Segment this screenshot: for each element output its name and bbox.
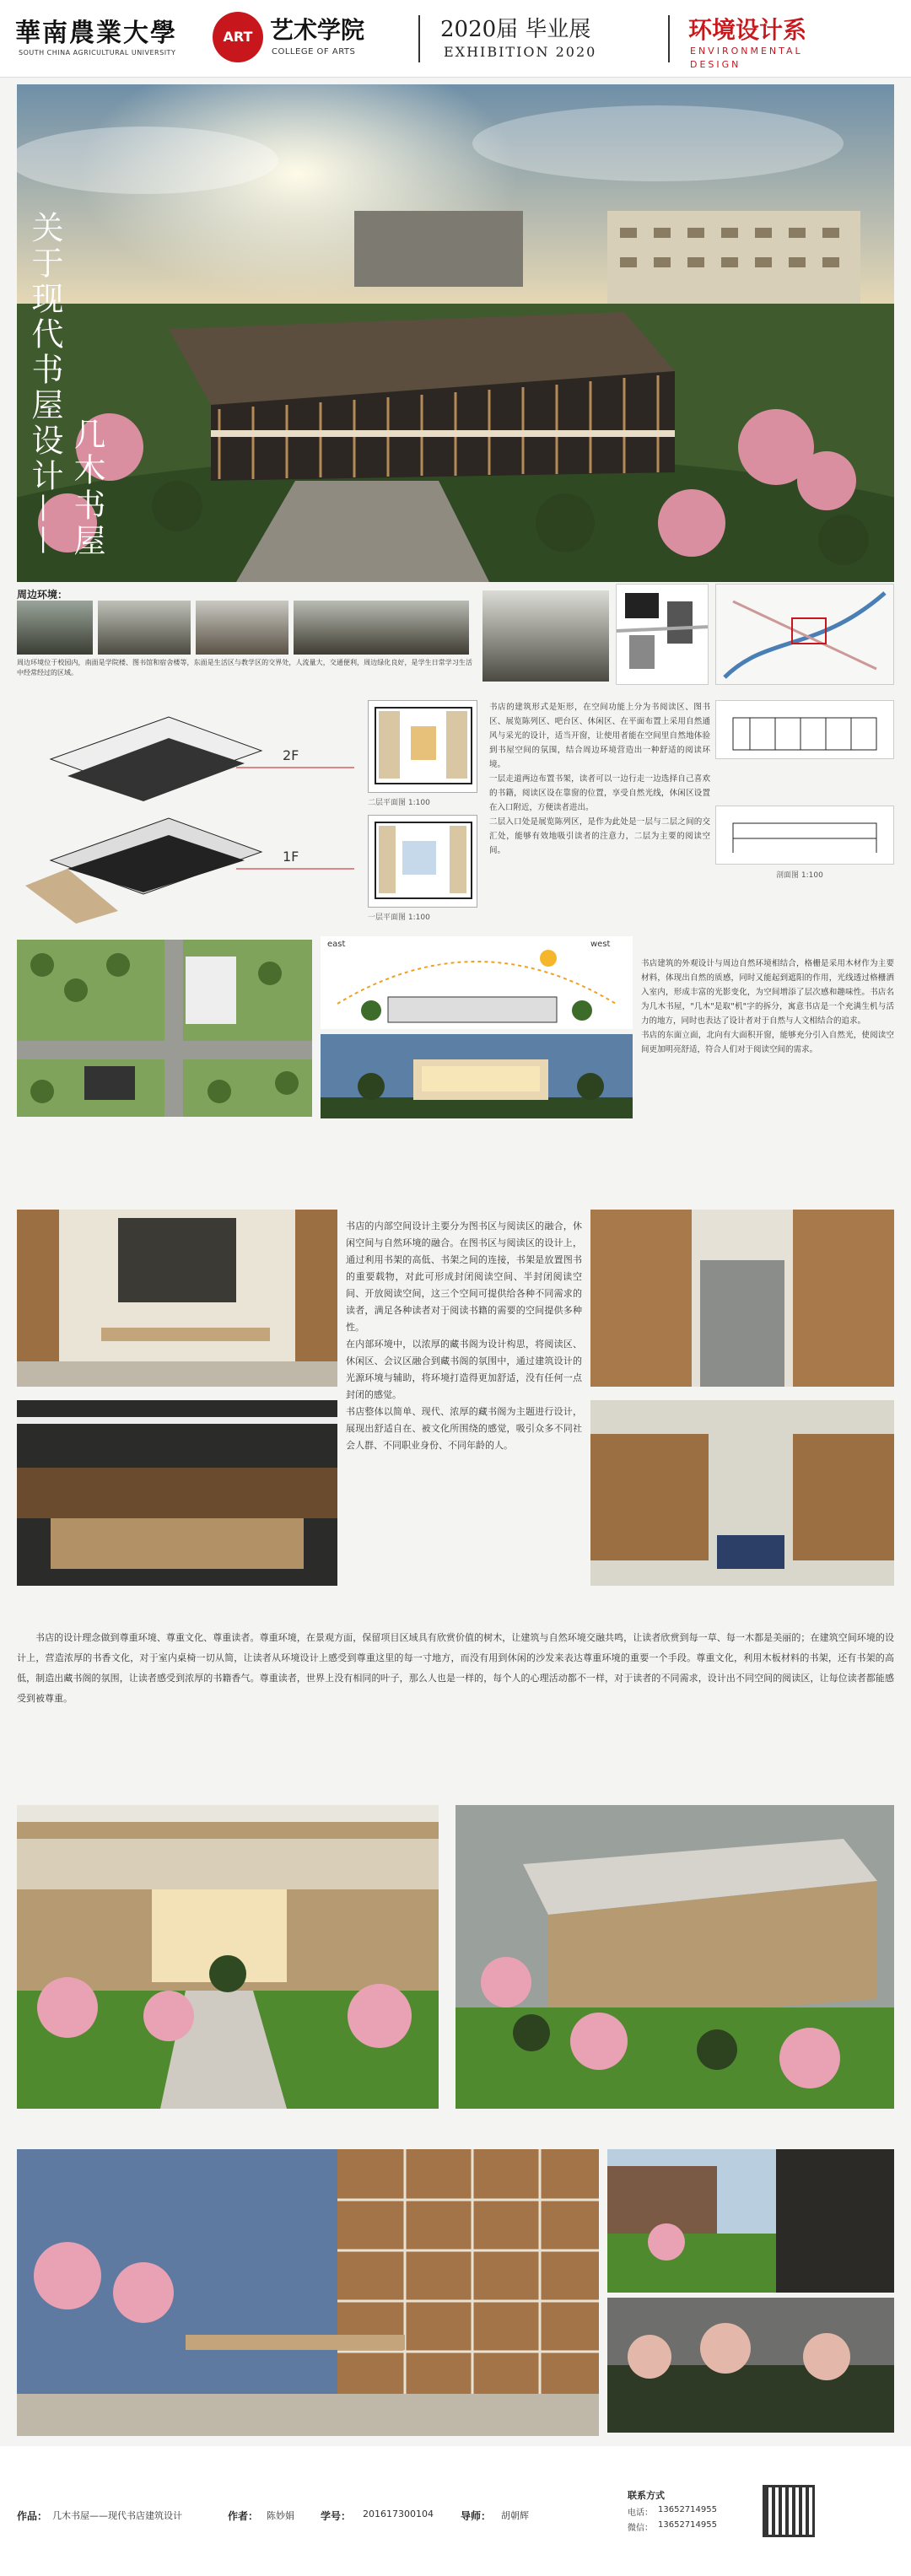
plan-1f-caption: 一层平面图 1:100 — [368, 913, 430, 922]
site-photo — [196, 601, 288, 655]
site-photo — [294, 601, 469, 655]
hero-render — [17, 84, 894, 582]
hero-image — [17, 84, 894, 582]
advisor-name: 胡朝辉 — [501, 2510, 529, 2521]
student-id-label: 学号： — [321, 2510, 352, 2522]
function-text: 书店的建筑形式是矩形，在空间功能上分为书阅读区、图书区、展览陈列区、吧台区、休闲区、在平面布置上采用自然通风与采光的设计，适当开窗，让使用者能在空间里自然地体验到书屋空间的氛围，结合周边环境营造出一种舒适的阅读环境。 一层走道两边布置书架，读者可以一边行走一边选择自己喜欢的书籍，阅读区设在靠窗的位置，享受自然光线，休闲区设置在入口附近，方便读者进出。 二层入口处是展览陈列区，是作为此处是一层与二层之间的交汇处，能够有效地吸引读者的注意力，二层为主要的阅读空间。 — [489, 703, 710, 855]
site-plan-map — [616, 584, 709, 685]
footer — [0, 2446, 911, 2576]
dept-title-en: ENVIRONMENTAL — [690, 46, 803, 57]
hero-title-dash: —— — [28, 493, 62, 558]
university-logo-en: SOUTH CHINA AGRICULTURAL UNIVERSITY — [19, 49, 176, 57]
author-name: 陈妙娟 — [267, 2510, 294, 2521]
exhibit-title-en: EXHIBITION 2020 — [444, 44, 597, 60]
library-hall-render — [17, 1400, 337, 1586]
site-photo — [17, 601, 93, 655]
work-title: 几木书屋——现代书店建筑设计 — [52, 2510, 182, 2521]
student-id: 201617300104 — [363, 2509, 434, 2519]
model-photo-front — [17, 1805, 439, 2109]
model-photo-corner — [456, 1805, 894, 2109]
university-logo-cn: 華南農業大學 — [15, 19, 177, 48]
hero-title: 关于现代书屋设计 — [26, 211, 63, 494]
site-tree-photo — [482, 590, 609, 682]
bookshelf-corridor-render — [590, 1210, 894, 1387]
college-logo-en: COLLEGE OF ARTS — [272, 47, 356, 57]
summary-text: 书店的设计理念做到尊重环境、尊重文化、尊重读者。尊重环境，在景观方面，保留项目区域具有欣赏价值的树木，让建筑与自然环境交融共鸣，让读者欣赏到每一草、每一木都是美丽的；在建筑空间环境的设计上，营造浓厚的书香文化，对于室内桌椅一切从简，让读者从环境设计上感受到尊重这里的每一寸地方，而没有用到休闲的沙发来表达尊重环境的重要一个手段。尊重文化，利用木板材料的书架，还有书架的高低，制造出藏书阁的氛围，让读者感受到浓厚的书籍香气。尊重读者，世界上没有相同的叶子，那么人也是一样的，每个人的心理活动都不一样，对于读者的不同需求，设计出不同空间的阅读区，让每位读者都能感受到被尊重。 — [17, 1632, 894, 1704]
hero-subtitle: 几木书屋 — [68, 418, 105, 559]
sun-east-label: east — [327, 940, 346, 949]
college-logo-cn: 艺术学院 — [270, 16, 365, 44]
site-plan-render — [17, 940, 312, 1117]
balcony-render — [607, 2149, 894, 2293]
floor-label-2f: 2F — [283, 747, 299, 763]
plan-1f — [368, 815, 477, 908]
author-label: 作者： — [228, 2510, 259, 2522]
site-heading: 周边环境： — [17, 589, 68, 601]
reading-lounge-render — [590, 1400, 894, 1586]
site-description: 周边环境位于校园内，南面是学院楼、图书馆和宿舍楼等，东面是生活区与教学区的交界处，人流量大，交通便利，周边绿化良好，是学生日常学习生活中经常经过的区域。 — [17, 659, 472, 676]
site-photo — [98, 601, 191, 655]
advisor-label: 导师： — [461, 2510, 492, 2522]
sun-west-label: west — [590, 940, 611, 949]
interior-render — [17, 1210, 337, 1387]
dept-title-cn: 环境设计系 — [688, 16, 807, 44]
plan-2f — [368, 700, 477, 793]
sun-path-diagram — [321, 936, 633, 1029]
elevation-drawing — [715, 700, 894, 759]
plan-2f-caption: 二层平面图 1:100 — [368, 799, 430, 807]
art-badge-icon: ART — [213, 12, 263, 62]
section-caption: 剖面图 1:100 — [776, 871, 823, 880]
page-header — [0, 0, 911, 78]
work-label: 作品： — [17, 2510, 48, 2522]
exhibit-title-cn: 2020届 毕业展 — [440, 17, 591, 42]
contact-title: 联系方式 — [628, 2490, 665, 2501]
wechat-number: 13652714955 — [658, 2520, 717, 2530]
axonometric-diagram — [17, 700, 363, 928]
header-divider — [418, 15, 420, 62]
location-map — [715, 584, 894, 685]
reading-area-render — [17, 2149, 599, 2436]
qr-code-icon[interactable] — [763, 2485, 815, 2537]
interior-text: 书店的内部空间设计主要分为图书区与阅读区的融合，休闲空间与自然环境的融合。在图书区与阅读区的设计上，通过利用书架的高低、书架之间的连接，书架是放置图书的重要载物，对此可形成封闭阅读空间、半封闭阅读空间、开放阅读空间，这三个空间可提供给各种不同需求的读者，满足各种读者对于阅读书籍的需要的空间提供多种性。 在内部环境中，以浓厚的藏书阁为设计构思，将阅读区、休闲区、会议区融合到藏书阁的氛围中，通过建筑设计的光源环境与辅助，将环境打造得更加舒适，没有任何一点封闭的感觉。 书店整体以简单、现代、浓厚的藏书阁为主题进行设计，展现出舒适自在、被文化所围绕的感觉，吸引众多不同社会人群、不同职业身份、不同年龄的人。 — [346, 1221, 582, 1451]
floor-label-1f: 1F — [283, 849, 299, 865]
night-section-render — [321, 1034, 633, 1118]
header-divider — [668, 15, 670, 62]
evening-garden-render — [607, 2298, 894, 2433]
phone-label: 电话： — [628, 2509, 653, 2518]
phone-number: 13652714955 — [658, 2505, 717, 2514]
concept-text: 书店建筑的外观设计与周边自然环境相结合，格栅是采用木材作为主要材料，体现出自然的质感，同时又能起到遮阳的作用，光线透过格栅洒入室内，形成丰富的光影变化，为空间增添了层次感和趣味性。书店名为几木书屋，"几木"是取"机"字的拆分，寓意书店是一个充满生机与活力的地方，同时也表达了设计者对于自然与人文相结合的追求。 书店的东面立面，北向有大面积开窗，能够充分引入自然光，使阅读空间更加明亮舒适，符合人们对于阅读空间的需求。 — [641, 959, 894, 1054]
wechat-label: 微信： — [628, 2524, 653, 2533]
section-drawing — [715, 806, 894, 865]
dept-title-en: DESIGN — [690, 59, 741, 70]
